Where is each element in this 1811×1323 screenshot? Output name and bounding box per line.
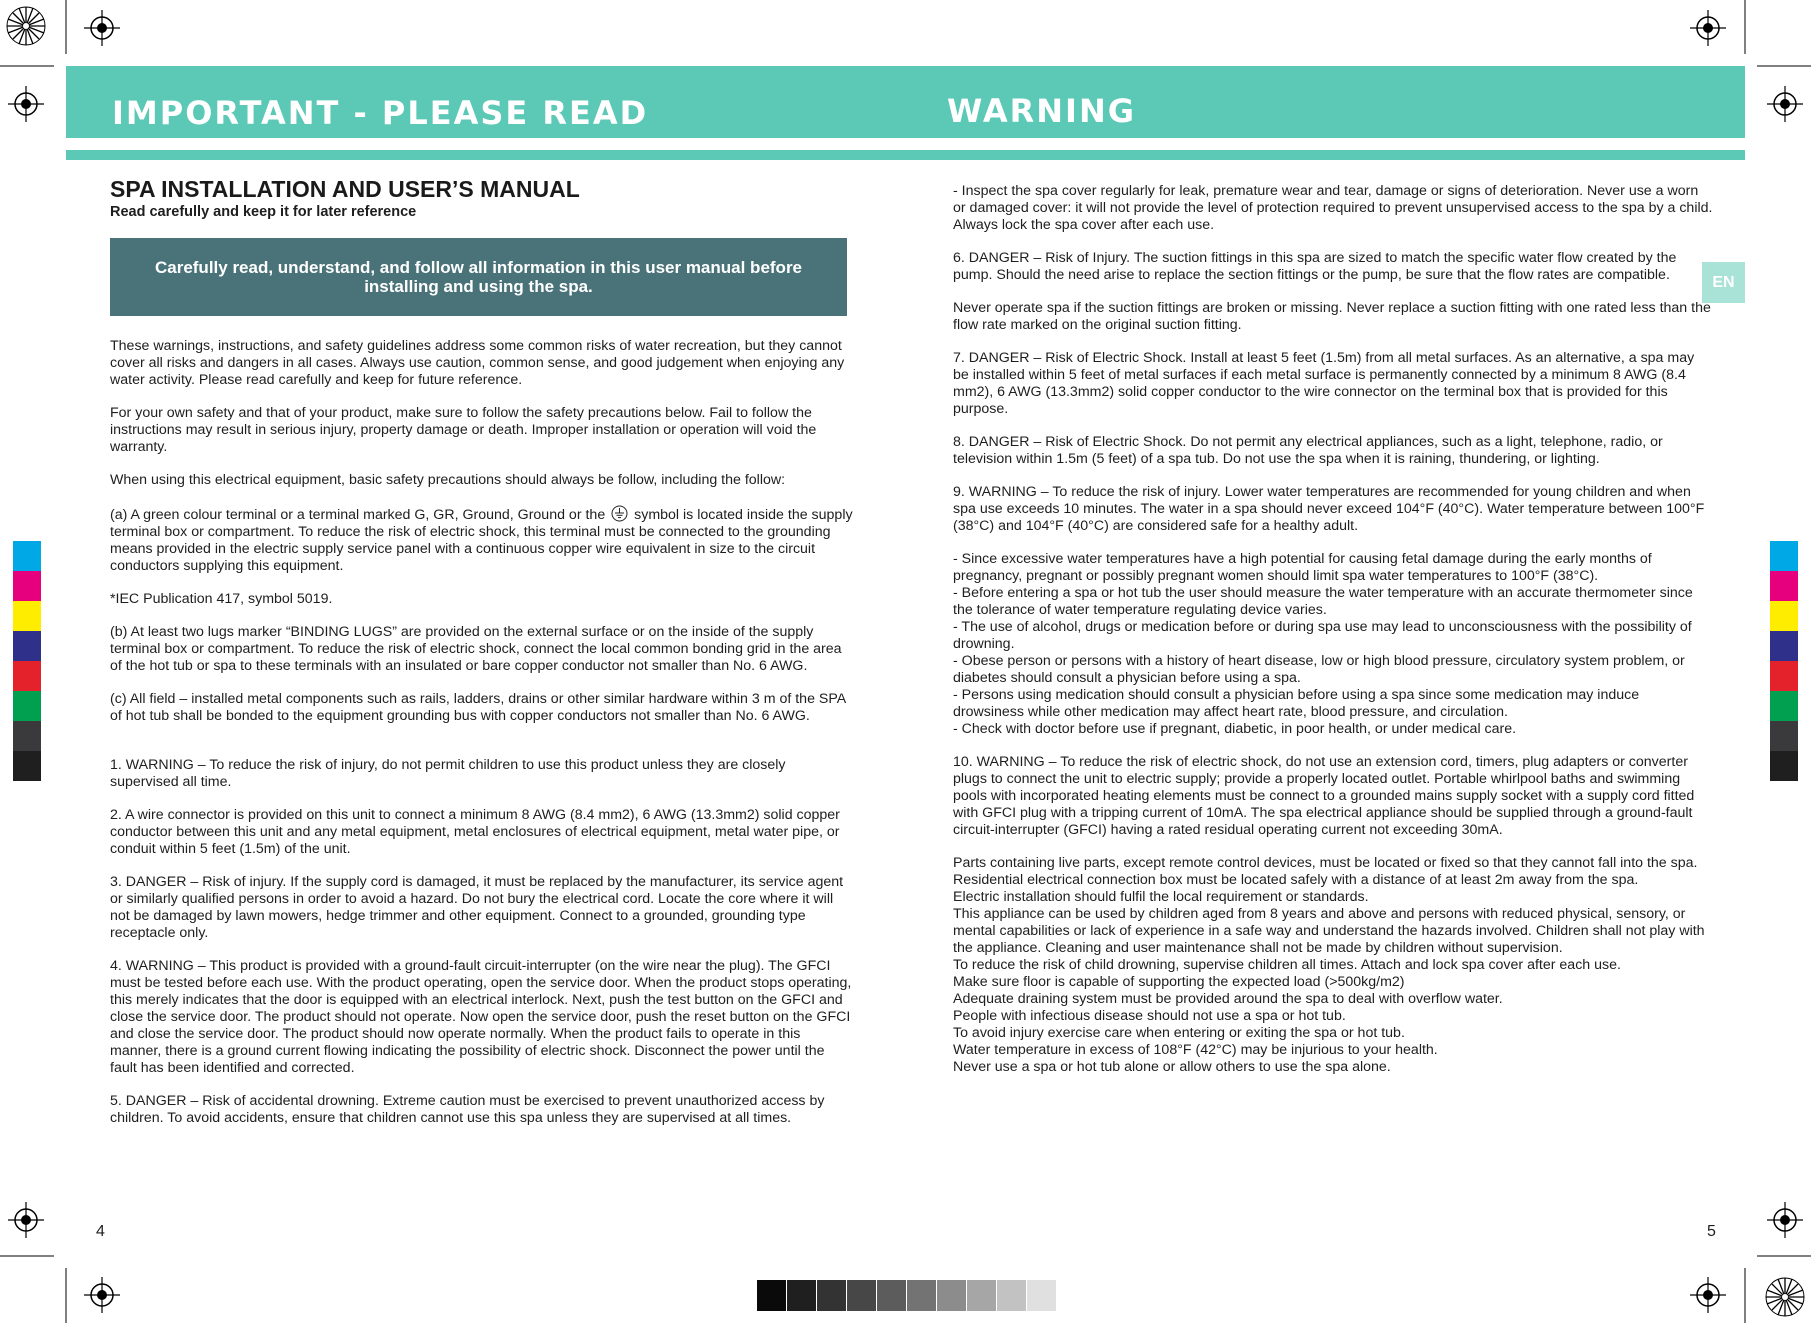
binding-lugs-paragraph: (b) At least two lugs marker “BINDING LUGS” are provided on the external surface or on the inside of the supply terminal box or compartment. To reduce the risk of electric shock, connect the local common bonding grid in the area of the hot tub or spa to these terminals with an insulated or bare copper conductor not smaller than No. 6 AWG. xyxy=(110,624,842,674)
list-item: Adequate draining system must be provided around the spa to deal with overflow water. xyxy=(953,991,1503,1007)
ground-terminal-paragraph xyxy=(110,505,855,575)
gray-swatch xyxy=(757,1280,786,1311)
color-swatch xyxy=(1770,571,1798,601)
language-tab: EN xyxy=(1702,262,1745,303)
crosshair-mark xyxy=(84,10,120,46)
manual-subtitle: Read carefully and keep it for later reference xyxy=(110,204,417,220)
danger-6: 6. DANGER – Risk of Injury. The suction fittings in this spa are sized to match the specific water flow created by the pump. Should the need arise to replace the section fittings or the pump, be sure that the flow rates are compatible. xyxy=(953,250,1677,283)
header-rule xyxy=(66,150,1745,160)
gray-swatch xyxy=(937,1280,966,1311)
gray-swatch xyxy=(907,1280,936,1311)
ground-terminal-text-a: (a) A green colour terminal or a terminal marked G, GR, Ground, Ground or the xyxy=(110,507,606,523)
metal-components-paragraph: (c) All field – installed metal components such as rails, ladders, drains or other similar hardware within 3 m of the SPA of hot tub shall be bonded to the equipment grounding bus with copper conductors not smaller than No. 6 AWG. xyxy=(110,691,846,724)
color-swatch xyxy=(13,601,41,631)
temperature-bullet-list xyxy=(953,551,1713,738)
list-item: Make sure floor is capable of supporting the expected load (>500kg/m2) xyxy=(953,974,1405,990)
color-swatch xyxy=(13,541,41,571)
manual-title: SPA INSTALLATION AND USER’S MANUAL xyxy=(110,176,580,202)
list-item: To reduce the risk of child drowning, supervise children all times. Attach and lock spa cover after each use. xyxy=(953,957,1621,973)
list-item: - The use of alcohol, drugs or medication before or during spa use may lead to unconsciousness with the possibility of drowning. xyxy=(953,619,1692,652)
danger-3: 3. DANGER – Risk of injury. If the supply cord is damaged, it must be replaced by the manufacturer, its service agent or similarly qualified persons in order to avoid a hazard. Do not bury the electrical cord. Locate the core where it will not be damaged by lawn mowers, hedge trimmer and other equipment. Connect to a grounded, grounding type receptacle only. xyxy=(110,874,844,941)
danger-5: 5. DANGER – Risk of accidental drowning. Extreme caution must be exercised to prevent unauthorized access by children. To avoid accidents, ensure that children cannot use this spa unless they are supervised at all times. xyxy=(110,1093,825,1126)
general-safety-list xyxy=(953,855,1713,1076)
danger-7: 7. DANGER – Risk of Electric Shock. Install at least 5 feet (1.5m) from all metal surfaces. As an alternative, a spa may be installed within 5 feet of metal surfaces if each metal surface is permanently connected by a minimum 8 AWG (8.4 mm2), 6 AWG (13.3mm2) solid copper conductor to the wire connector on the terminal box that is provided for this purpose. xyxy=(953,350,1695,417)
warning-2: 2. A wire connector is provided on this unit to connect a minimum 8 AWG (8.4 mm2), 6 AWG (13.3mm2) solid copper conductor between this unit and any metal equipment, metal enclosures of electrical equipment, metal water pipe, or conduit within 5 feet (1.5m) of the unit. xyxy=(110,807,840,857)
right-banner-title: WARNING xyxy=(947,92,1136,130)
crosshair-mark xyxy=(1690,1277,1726,1313)
crosshair-mark xyxy=(1767,1202,1803,1238)
danger-8: 8. DANGER – Risk of Electric Shock. Do not permit any electrical appliances, such as a light, telephone, radio, or television within 1.5m (5 feet) of a spa tub. Do not use the spa when it is raining, thundering, or lighting. xyxy=(953,434,1663,467)
gray-swatch xyxy=(817,1280,846,1311)
left-banner-title: IMPORTANT - PLEASE READ xyxy=(112,94,649,132)
page-number-left: 4 xyxy=(96,1223,105,1240)
color-swatch xyxy=(1770,691,1798,721)
intro-paragraph: These warnings, instructions, and safety guidelines address some common risks of water recreation, but they cannot cover all risks and dangers in all cases. Always use caution, common sense, and good judgement when enjoying any water activity. Please read carefully and keep for future reference. xyxy=(110,338,845,388)
color-swatch xyxy=(1770,631,1798,661)
ground-terminal-text-b: symbol is located inside the supply terminal box or compartment. To reduce the risk of electric shock, this terminal must be connected to the grounding means provided in the electric supply service panel with a continuous copper wire equivalent in size to the circuit conductors supplying this equipment. xyxy=(110,507,853,574)
cover-inspection-paragraph: - Inspect the spa cover regularly for leak, premature wear and tear, damage or signs of deterioration. Never use a worn or damaged cover: it will not provide the level of protection required to prevent unsupervised access to the spa by a child. Always lock the spa cover after each use. xyxy=(953,183,1713,233)
gray-swatch xyxy=(997,1280,1026,1311)
gray-swatch xyxy=(787,1280,816,1311)
gray-swatch xyxy=(847,1280,876,1311)
color-swatch xyxy=(1770,751,1798,781)
warning-9: 9. WARNING – To reduce the risk of injury. Lower water temperatures are recommended for young children and when spa use exceeds 10 minutes. The water in a spa should never exceed 104°F (40°C). Water temperature between 100°F (38°C) and 104°F (40°C) are considered safe for a healthy adult. xyxy=(953,484,1705,534)
page-number-right: 5 xyxy=(1707,1223,1716,1240)
crosshair-mark xyxy=(8,86,44,122)
starburst-mark-bottom-right xyxy=(1766,1278,1804,1316)
list-item: - Check with doctor before use if pregnant, diabetic, in poor health, or under medical care. xyxy=(953,721,1517,737)
warning-10: 10. WARNING – To reduce the risk of electric shock, do not use an extension cord, timers, plug adapters or converter plugs to connect the unit to electric supply; provide a properly located outlet. Portable whirlpool baths and swimming pools with incorporated heating elements must be connect to a grounded mains supply socket with a supply cord fitted with GFCI plug with a tripping current of 10mA. The spa electrical appliance should be supplied through a ground-fault circuit-interrupter (GFCI) having a rated residual operating current not exceeding 30mA. xyxy=(953,754,1695,838)
gray-swatch xyxy=(1027,1280,1056,1311)
precautions-paragraph: When using this electrical equipment, basic safety precautions should always be follow, including the follow: xyxy=(110,472,786,488)
color-swatch xyxy=(13,661,41,691)
gray-swatch xyxy=(877,1280,906,1311)
left-column xyxy=(110,338,855,1127)
list-item: This appliance can be used by children aged from 8 years and above and persons with reduced physical, sensory, or mental capabilities or lack of experience in a safe way and understand the hazards involved. Children shall not play with the appliance. Cleaning and user maintenance shall not be made by children without supervision. xyxy=(953,906,1705,956)
list-item: People with infectious disease should not use a spa or hot tub. xyxy=(953,1008,1346,1024)
crosshair-mark xyxy=(1690,10,1726,46)
callout-box xyxy=(110,238,847,316)
color-swatch xyxy=(1770,601,1798,631)
list-item: Electric installation should fulfil the local requirement or standards. xyxy=(953,889,1369,905)
color-swatch xyxy=(1770,661,1798,691)
starburst-mark-top-left xyxy=(7,7,45,45)
list-item: Water temperature in excess of 108°F (42°C) may be injurious to your health. xyxy=(953,1042,1438,1058)
color-swatch xyxy=(13,631,41,661)
crosshair-mark xyxy=(8,1202,44,1238)
right-column xyxy=(953,183,1713,1076)
ground-symbol-icon xyxy=(611,505,628,522)
color-swatch xyxy=(13,571,41,601)
color-swatch xyxy=(1770,541,1798,571)
color-swatch xyxy=(13,691,41,721)
list-item: Residential electrical connection box must be located safely with a distance of at least 2m away from the spa. xyxy=(953,872,1639,888)
crosshair-mark xyxy=(1767,86,1803,122)
suction-fitting-paragraph: Never operate spa if the suction fittings are broken or missing. Never replace a suction fitting with one rated less than the flow rate marked on the original suction fitting. xyxy=(953,300,1711,333)
iec-note: *IEC Publication 417, symbol 5019. xyxy=(110,591,333,607)
list-item: - Persons using medication should consult a physician before using a spa since some medication may induce drowsiness while other medication may affect heart rate, blood pressure, and circulation. xyxy=(953,687,1640,720)
color-swatch xyxy=(1770,721,1798,751)
list-item: - Before entering a spa or hot tub the user should measure the water temperature with an accurate thermometer since the tolerance of water temperature regulating device varies. xyxy=(953,585,1693,618)
list-item: To avoid injury exercise care when entering or exiting the spa or hot tub. xyxy=(953,1025,1405,1041)
warning-1: 1. WARNING – To reduce the risk of injury, do not permit children to use this product unless they are closely supervised all time. xyxy=(110,757,786,790)
color-swatch xyxy=(13,721,41,751)
crosshair-mark xyxy=(84,1277,120,1313)
color-swatch xyxy=(13,751,41,781)
gray-swatch xyxy=(967,1280,996,1311)
list-item: - Since excessive water temperatures have a high potential for causing fetal damage during the early months of pregnancy, pregnant or possibly pregnant women should limit spa water temperatures to 100°F (38°C). xyxy=(953,551,1652,584)
list-item: Parts containing live parts, except remote control devices, must be located or fixed so that they cannot fall into the spa. xyxy=(953,855,1698,871)
callout-text: Carefully read, understand, and follow all information in this user manual before installing and using the spa. xyxy=(154,258,803,296)
warning-4: 4. WARNING – This product is provided with a ground-fault circuit-interrupter (on the wire near the plug). The GFCI must be tested before each use. With the product operating, open the service door. When the product stops operating, this merely indicates that the door is equipped with an electrical interlock. Next, push the test button on the GFCI and close the service door. The product should not operate. Now open the service door, push the reset button on the GFCI and close the service door. The product should now operate normally. When the product fails to operate in this manner, there is a ground current flowing indicating the possibility of electric shock. Disconnect the power until the fault has been identified and corrected. xyxy=(110,958,852,1076)
list-item: - Obese person or persons with a history of heart disease, low or high blood pressure, circulatory system problem, or diabetes should consult a physician before using a spa. xyxy=(953,653,1685,686)
list-item: Never use a spa or hot tub alone or allow others to use the spa alone. xyxy=(953,1059,1391,1075)
safety-paragraph: For your own safety and that of your product, make sure to follow the safety precautions below. Fail to follow the instructions may result in serious injury, property damage or death. Improper installation or operation will void the warranty. xyxy=(110,405,817,455)
